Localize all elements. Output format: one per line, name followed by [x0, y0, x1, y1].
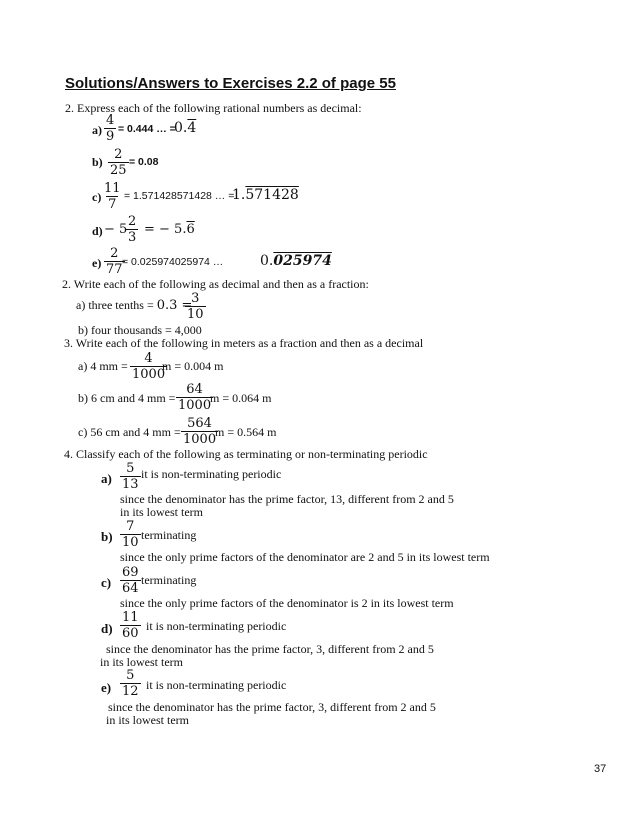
denominator: 7 — [108, 197, 117, 212]
q4-d-verdict: it is non-terminating periodic — [146, 619, 287, 633]
numerator: 5 — [126, 461, 135, 476]
q2b-b-text: b) four thousands = 4,000 — [78, 323, 202, 337]
q3-c-lead: c) 56 cm and 4 mm = — [78, 425, 181, 439]
q2a-a-decimal: = 0.444 … = — [118, 123, 176, 135]
repeating-digits: 4 — [187, 120, 197, 136]
q2a-e-repeating — [260, 253, 332, 269]
q4-e-label: e) — [101, 680, 112, 695]
minus-sign: − — [104, 222, 115, 237]
q2a-d-label: d) — [92, 224, 103, 238]
q4-a-label: a) — [101, 471, 112, 486]
numerator: 11 — [104, 181, 121, 196]
denominator: 12 — [122, 684, 139, 699]
numerator: 7 — [126, 519, 135, 534]
q3-a-tail: m = 0.004 m — [162, 359, 224, 373]
q2a-c-fraction — [102, 181, 123, 212]
q4-e-reason-cont: in its lowest term — [106, 713, 189, 727]
numerator: 4 — [106, 113, 115, 128]
q3-a-lead: a) 4 mm = — [78, 359, 128, 373]
q4-d-label: d) — [101, 621, 113, 636]
decimal-lead: = − 5. — [144, 222, 187, 237]
q2a-heading: 2. Express each of the following rational numbers as decimal: — [65, 101, 362, 115]
q2a-d-repeating — [144, 222, 195, 237]
q2a-c-decimal: = 1.571428571428 … = — [124, 190, 235, 202]
denominator: 1000 — [183, 432, 217, 447]
q2a-a-repeating — [174, 120, 196, 136]
q4-c-fraction — [120, 565, 141, 596]
numerator: 3 — [191, 291, 200, 306]
q4-a-verdict: it is non-terminating periodic — [141, 467, 282, 481]
q3-b-lead: b) 6 cm and 4 mm = — [78, 391, 176, 405]
numerator: 69 — [122, 565, 139, 580]
q2b-a-lead: a) three tenths = — [76, 298, 157, 312]
denominator: 1000 — [178, 398, 212, 413]
q2b-heading: 2. Write each of the following as decimal and then as a fraction: — [62, 277, 369, 291]
whole-part: 5 — [119, 222, 128, 237]
q4-e-reason: since the denominator has the prime factor, 3, different from 2 and 5 — [108, 700, 436, 714]
q2a-c-repeating — [232, 187, 299, 203]
q4-c-verdict: terminating — [141, 573, 197, 587]
q4-b-verdict: terminating — [141, 528, 197, 542]
q3-b-fraction — [176, 382, 213, 413]
q3-b-tail: m = 0.064 m — [210, 391, 272, 405]
page-number: 37 — [594, 763, 607, 775]
denominator: 10 — [122, 535, 139, 550]
integer-part: 0. — [174, 120, 188, 136]
numerator: 2 — [114, 147, 123, 162]
q4-a-reason-cont: in its lowest term — [120, 505, 203, 519]
numerator: 2 — [128, 214, 137, 229]
q2a-e-decimal: = 0.025974025974 … — [122, 256, 224, 268]
repeating-digits: 025974 — [273, 253, 332, 269]
q4-b-fraction — [120, 519, 141, 550]
q4-a-fraction — [120, 461, 141, 492]
q2a-a-label: a) — [92, 123, 102, 137]
q3-heading: 3. Write each of the following in meters as a fraction and then as a decimal — [64, 336, 424, 350]
q2b-a-fraction — [185, 291, 206, 322]
q3-c-tail: m = 0.564 m — [215, 425, 277, 439]
q2b-a-text — [76, 298, 192, 313]
q3-c-fraction — [181, 416, 218, 447]
numerator: 11 — [122, 610, 139, 625]
q2b-a-decimal: 0.3 = — [156, 298, 193, 313]
q4-d-reason-cont: in its lowest term — [100, 655, 183, 669]
denominator: 1000 — [132, 367, 166, 382]
numerator: 2 — [110, 246, 119, 261]
denominator: 60 — [122, 626, 139, 641]
q2a-d-fraction — [126, 214, 138, 245]
q2a-b-decimal: = 0.08 — [129, 156, 159, 168]
numerator: 5 — [126, 668, 135, 683]
q4-d-reason: since the denominator has the prime factor, 3, different from 2 and 5 — [106, 642, 434, 656]
denominator: 3 — [128, 230, 137, 245]
q2a-b-label: b) — [92, 155, 103, 169]
q4-e-fraction — [120, 668, 141, 699]
numerator: 64 — [186, 382, 203, 397]
denominator: 13 — [122, 477, 139, 492]
q2a-a-fraction — [104, 113, 116, 144]
q4-b-reason: since the only prime factors of the denominator are 2 and 5 in its lowest term — [120, 550, 490, 564]
denominator: 64 — [122, 581, 139, 596]
q2a-d-mixed — [104, 222, 127, 237]
q4-c-label: c) — [101, 575, 112, 590]
repeating-digits: 6 — [186, 222, 195, 237]
q2a-e-label: e) — [92, 256, 102, 270]
q4-a-reason: since the denominator has the prime factor, 13, different from 2 and 5 — [120, 492, 454, 506]
integer-part: 0. — [260, 253, 274, 269]
q4-heading: 4. Classify each of the following as terminating or non-terminating periodic — [64, 447, 428, 461]
page-title: Solutions/Answers to Exercises 2.2 of page 55 — [65, 75, 396, 92]
denominator: 77 — [106, 262, 123, 277]
denominator: 10 — [187, 307, 204, 322]
q4-d-fraction — [120, 610, 141, 641]
integer-part: 1. — [232, 187, 246, 203]
q4-b-label: b) — [101, 529, 113, 544]
numerator: 4 — [144, 351, 153, 366]
numerator: 564 — [187, 416, 212, 431]
denominator: 25 — [110, 163, 127, 178]
repeating-digits: 571428 — [245, 187, 299, 203]
q2a-b-fraction — [108, 147, 129, 178]
denominator: 9 — [106, 129, 115, 144]
q4-c-reason: since the only prime factors of the denominator is 2 in its lowest term — [120, 596, 454, 610]
q2a-c-label: c) — [92, 190, 102, 204]
q4-e-verdict: it is non-terminating periodic — [146, 678, 287, 692]
